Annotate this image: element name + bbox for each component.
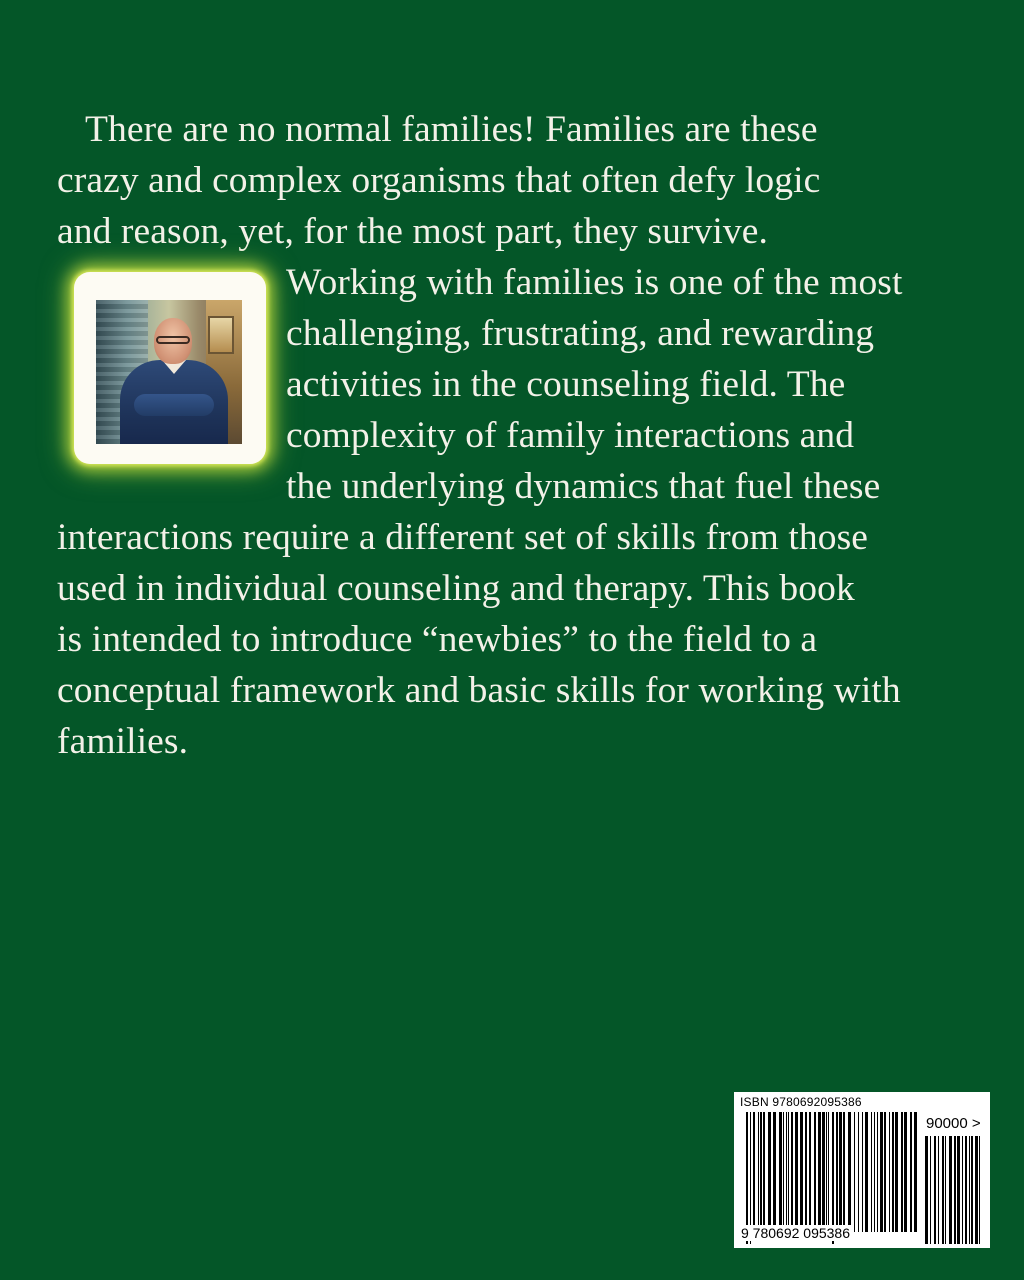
barcode-bar bbox=[871, 1112, 872, 1232]
barcode-bar bbox=[800, 1112, 803, 1232]
barcode-bar bbox=[828, 1112, 829, 1232]
body-line: activities in the counseling field. The bbox=[286, 364, 846, 405]
barcode-bar bbox=[965, 1136, 967, 1244]
barcode-bar bbox=[814, 1112, 816, 1232]
barcode-bar bbox=[904, 1112, 907, 1232]
barcode-bar bbox=[786, 1112, 787, 1232]
barcode-bar bbox=[954, 1136, 956, 1244]
barcode-bar bbox=[826, 1112, 827, 1232]
body-line: complexity of family interactions and bbox=[286, 415, 855, 456]
barcode-bar bbox=[969, 1136, 970, 1244]
barcode-bar bbox=[910, 1112, 912, 1232]
body-line: conceptual framework and basic skills for working with bbox=[57, 670, 901, 711]
barcode-bar bbox=[892, 1112, 894, 1232]
barcode-bar bbox=[880, 1112, 883, 1232]
barcode-bar bbox=[934, 1136, 936, 1244]
intro-line: There are no normal families! Families are these bbox=[85, 109, 818, 150]
price-code: 90000 > bbox=[926, 1115, 981, 1132]
barcode-bar bbox=[962, 1136, 963, 1244]
barcode-bar bbox=[768, 1112, 771, 1232]
barcode-bar bbox=[895, 1112, 898, 1232]
barcode-bar bbox=[862, 1112, 863, 1232]
barcode-bar bbox=[938, 1136, 939, 1244]
barcode-bar bbox=[848, 1112, 851, 1232]
barcode-bar bbox=[763, 1112, 765, 1232]
barcode-bar bbox=[884, 1112, 886, 1232]
barcode-bar bbox=[758, 1112, 759, 1232]
barcode-bar bbox=[843, 1112, 845, 1232]
isbn-label: ISBN 9780692095386 bbox=[740, 1095, 862, 1109]
barcode-bar bbox=[788, 1112, 789, 1232]
barcode-bar bbox=[854, 1112, 855, 1232]
body-line: the underlying dynamics that fuel these bbox=[286, 466, 881, 507]
barcode-bar bbox=[877, 1112, 878, 1232]
barcode-bar bbox=[930, 1136, 931, 1244]
barcode-digits-text: 9 780692 095386 bbox=[741, 1225, 850, 1241]
barcode-digits bbox=[740, 1225, 851, 1241]
barcode-bar bbox=[914, 1112, 917, 1232]
barcode-bar bbox=[957, 1136, 960, 1244]
barcode-bar bbox=[783, 1112, 784, 1232]
barcode-bar bbox=[858, 1112, 859, 1232]
barcode-bar bbox=[779, 1112, 782, 1232]
barcode-bar bbox=[975, 1136, 978, 1244]
barcode-bar bbox=[865, 1112, 868, 1232]
barcode-bar bbox=[949, 1136, 952, 1244]
barcode-bar bbox=[836, 1112, 838, 1232]
body-line: interactions require a different set of skills from those bbox=[57, 517, 869, 558]
body-line: challenging, frustrating, and rewarding bbox=[286, 313, 875, 354]
barcode-bar bbox=[945, 1136, 946, 1244]
intro-line: crazy and complex organisms that often defy logic bbox=[57, 160, 821, 201]
barcode-bar bbox=[889, 1112, 890, 1232]
barcode-bar bbox=[971, 1136, 973, 1244]
body-line: is intended to introduce “newbies” to the field to a bbox=[57, 619, 818, 660]
barcode-bar bbox=[839, 1112, 842, 1232]
barcode-bar bbox=[809, 1112, 811, 1232]
barcode-bar bbox=[822, 1112, 825, 1232]
addon-barcode-bars bbox=[925, 1136, 983, 1244]
intro-line: and reason, yet, for the most part, they survive. bbox=[57, 211, 768, 252]
barcode-bar bbox=[760, 1112, 762, 1232]
barcode-bar bbox=[773, 1112, 776, 1232]
body-line: used in individual counseling and therapy. This book bbox=[57, 568, 855, 609]
barcode-bar bbox=[874, 1112, 875, 1232]
barcode-bar bbox=[791, 1112, 793, 1232]
barcode-bar bbox=[942, 1136, 944, 1244]
barcode-bar bbox=[901, 1112, 903, 1232]
barcode-bar bbox=[979, 1136, 980, 1244]
barcode-bar bbox=[753, 1112, 755, 1232]
intro-paragraph bbox=[57, 104, 977, 257]
barcode-bar bbox=[818, 1112, 821, 1232]
isbn-barcode bbox=[734, 1092, 990, 1248]
body-line: Working with families is one of the most bbox=[286, 262, 903, 303]
barcode-bar bbox=[795, 1112, 798, 1232]
body-paragraph bbox=[57, 257, 977, 767]
barcode-bar bbox=[925, 1136, 928, 1244]
barcode-bar bbox=[805, 1112, 807, 1232]
body-line: families. bbox=[57, 721, 189, 762]
